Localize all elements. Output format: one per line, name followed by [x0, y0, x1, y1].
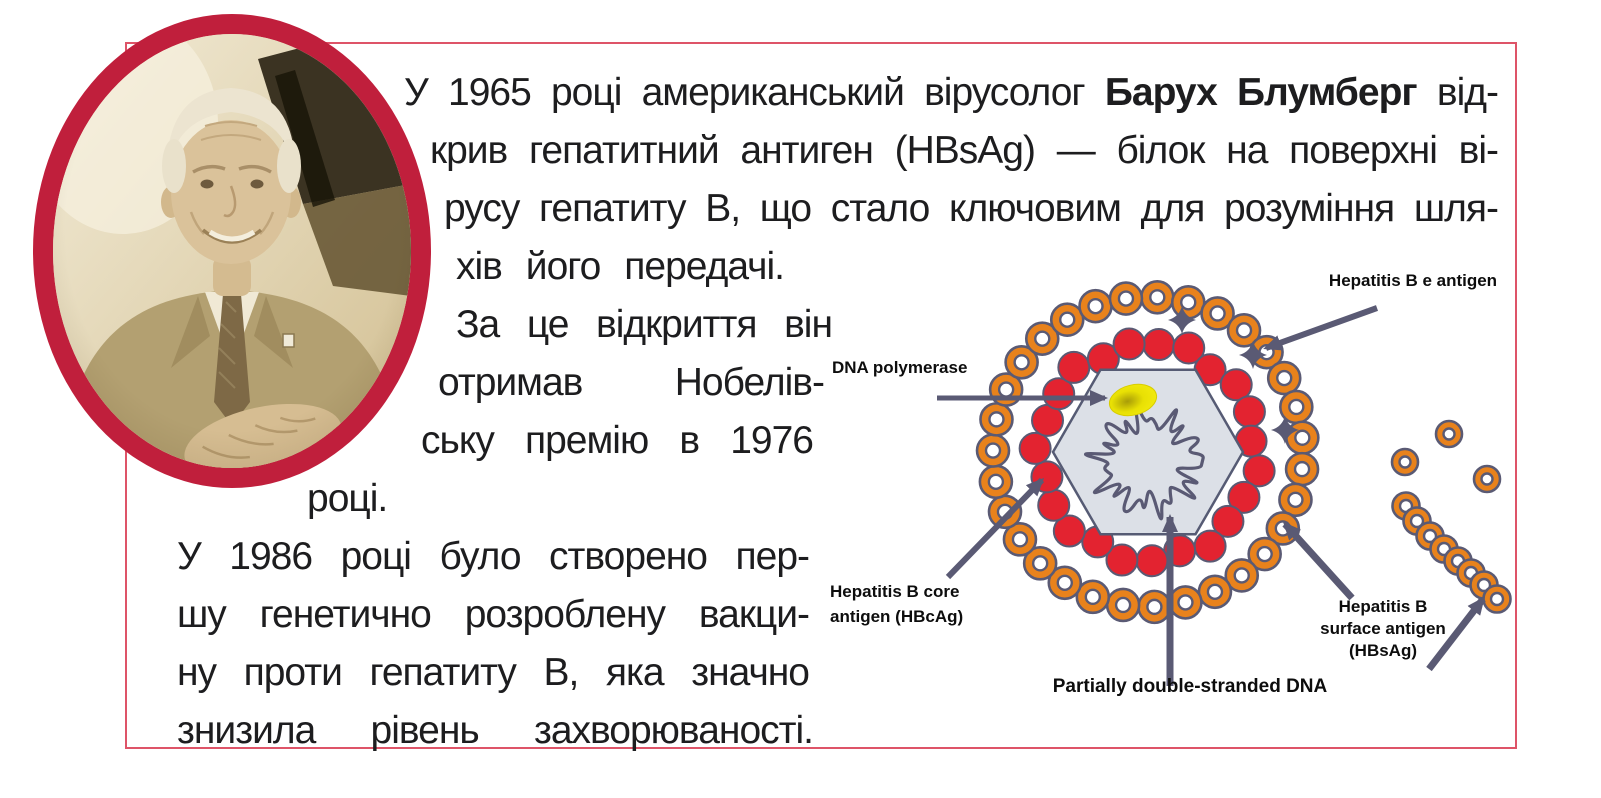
label-surface-antigen-line3: (HBsAg) — [1349, 641, 1417, 660]
label-ds-dna: Partially double-stranded DNA — [1052, 676, 1328, 697]
text-line-2 — [430, 122, 1498, 180]
label-surface-antigen-line2: surface antigen — [1320, 619, 1446, 638]
surface-antigen-donut — [980, 403, 1012, 435]
text-run: знизила рівень захворюваності. — [177, 709, 813, 752]
core-antigen-sphere — [1234, 396, 1265, 427]
surface-antigen-donut — [1138, 591, 1170, 623]
free-hbsag-sphere — [1392, 449, 1418, 475]
surface-antigen-donut — [1286, 453, 1318, 485]
text-line-4 — [456, 238, 784, 296]
free-hbsag-particles — [1392, 421, 1511, 613]
surface-antigen-donut — [1169, 586, 1201, 618]
text-line-1 — [404, 64, 1498, 122]
text-line-6 — [438, 354, 824, 412]
text-run: році. — [307, 477, 388, 520]
free-hbsag-sphere — [1436, 421, 1462, 447]
core-antigen-sphere — [1114, 328, 1145, 359]
text-run: За це відкриття він — [456, 303, 832, 346]
label-core-antigen-line2: antigen (HBcAg) — [830, 607, 964, 626]
core-antigen-sphere — [1195, 531, 1226, 562]
text-line-10 — [177, 586, 809, 644]
surface-antigen-donut — [1141, 281, 1173, 313]
portrait-illustration — [53, 34, 411, 468]
photo-vignette — [53, 34, 411, 468]
core-antigen-sphere — [1136, 545, 1167, 576]
label-surface-antigen-line1: Hepatitis B — [1338, 597, 1428, 616]
core-antigen-sphere — [1143, 329, 1174, 360]
label-dna-polymerase: DNA polymerase — [832, 358, 968, 377]
core-antigen-sphere — [1038, 490, 1069, 521]
text-run: У 1965 році американський вірусолог — [404, 71, 1105, 114]
text-line-5 — [456, 296, 832, 354]
surface-antigen-donut — [1279, 484, 1311, 516]
surface-antigen-donut — [1110, 283, 1142, 315]
text-run: крив гепатитний антиген (HBsAg) — білок на поверхні ві- — [430, 129, 1498, 172]
surface-antigen-donut — [1268, 362, 1300, 394]
label-e-antigen: Hepatitis B e antigen — [1328, 271, 1498, 290]
surface-antigen-donut — [1199, 576, 1231, 608]
surface-antigen-donut — [989, 496, 1021, 528]
surface-antigen-donut — [980, 466, 1012, 498]
text-line-9 — [177, 528, 809, 586]
surface-antigen-donut — [1107, 589, 1139, 621]
text-run: ську премію в 1976 — [421, 419, 813, 462]
text-run: отримав Нобелів- — [438, 361, 824, 404]
hbsag-filament-bead — [1484, 586, 1511, 613]
text-run: ну проти гепатиту В, яка значно — [177, 651, 809, 694]
core-antigen-sphere — [1020, 433, 1051, 464]
text-line-8 — [307, 470, 607, 528]
text-run: від- — [1416, 71, 1499, 114]
text-line-3 — [444, 180, 1498, 238]
label-core-antigen — [830, 579, 1030, 629]
text-run: У 1986 році було створено пер- — [177, 535, 809, 578]
label-surface-antigen — [1308, 596, 1458, 662]
blumberg-portrait-photo — [33, 14, 431, 488]
surface-antigen-donut — [977, 435, 1009, 467]
text-line-12 — [177, 702, 813, 760]
core-antigen-sphere — [1058, 352, 1089, 383]
surface-antigen-donut — [1172, 286, 1204, 318]
surface-antigen-donut — [1080, 290, 1112, 322]
label-core-antigen-line1: Hepatitis B core — [830, 582, 960, 601]
text-run: русу гепатиту В, що стало ключовим для розуміння шля- — [444, 187, 1498, 230]
surface-antigen-arrow-virion — [1285, 524, 1352, 598]
text-line-11 — [177, 644, 809, 702]
text-run: хів його передачі. — [456, 245, 784, 288]
free-hbsag-sphere — [1474, 466, 1500, 492]
bold-name-run: Барух Блумберг — [1104, 71, 1417, 114]
e-antigen-arrow — [1266, 308, 1377, 348]
text-line-7 — [421, 412, 813, 470]
text-run: шу генетично розроблену вакци- — [177, 593, 809, 636]
